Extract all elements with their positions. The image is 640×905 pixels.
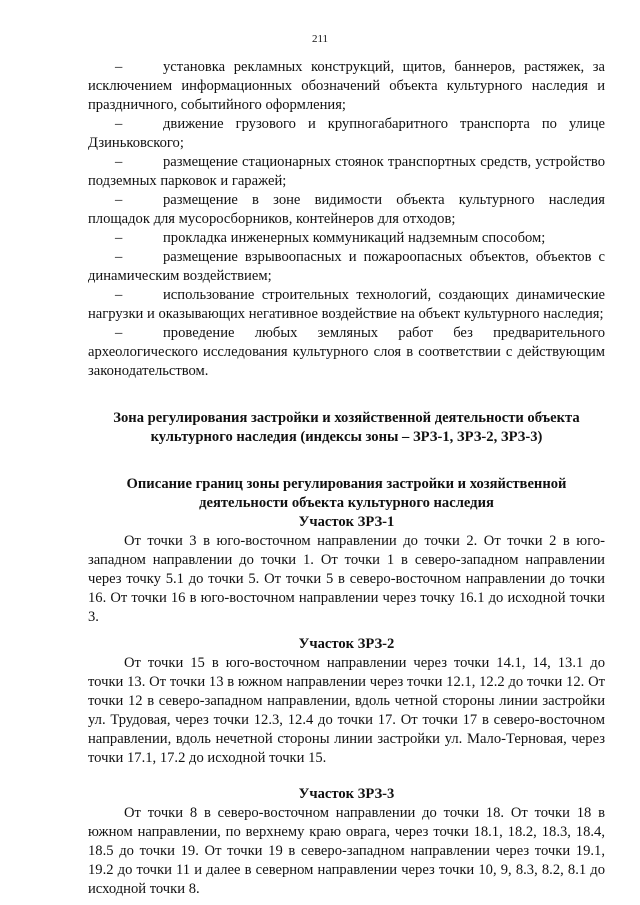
list-item-text: размещение в зоне видимости объекта культурного наследия площадок для мусоросборников, контейнеров для отходов; (88, 192, 605, 227)
description-heading: Описание границ зоны регулирования застройки и хозяйственной деятельности объекта культурного наследия (126, 476, 567, 511)
list-dash: – (115, 325, 123, 341)
list-item (88, 58, 605, 115)
list-dash: – (115, 59, 123, 75)
list-item (88, 248, 605, 286)
list-dash: – (115, 116, 123, 132)
prohibition-list (88, 58, 605, 381)
document-body (88, 58, 605, 899)
list-item (88, 153, 605, 191)
list-dash: – (115, 230, 123, 246)
list-item-text: установка рекламных конструкций, щитов, баннеров, растяжек, за исключением информационных обозначений объекта культурного наследия и праздничного, событийного оформления; (88, 59, 605, 113)
list-item-text: прокладка инженерных коммуникаций надземным способом; (163, 230, 546, 246)
list-item-text: использование строительных технологий, создающих динамические нагрузки и оказывающих негативное воздействие на объект культурного наследия; (88, 287, 605, 322)
page-number: 211 (311, 33, 329, 45)
section-title: Участок ЗРЗ-3 (298, 786, 395, 802)
section-title: Участок ЗРЗ-1 (298, 514, 395, 530)
list-item-text: размещение взрывоопасных и пожароопасных объектов, объектов с динамическим воздействием; (88, 249, 605, 284)
zone-heading: Зона регулирования застройки и хозяйственной деятельности объекта культурного наследия (индексы зоны – ЗРЗ-1, ЗРЗ-2, ЗРЗ-3) (113, 410, 580, 445)
section-text: От точки 15 в юго-восточном направлении через точки 14.1, 14, 13.1 до точки 13. От точки 13 в южном направлении через точки 12.1, 12.2 до точки 12. От точки 12 в северо-западном направлении, вдоль четной стороны линии застройки ул. Трудовая, через точки 12.3, 12.4 до точки 17. От точки 17 в северо-восточном направлении, вдоль нечетной стороны линии застройки ул. Мало-Терновая, через точки 17.1, 17.2 до исходной точки 15. (88, 655, 605, 766)
section-text: От точки 3 в юго-восточном направлении до точки 2. От точки 2 в юго-западном направлении до точки 1. От точки 1 в северо-западном направлении через точку 5.1 до точки 5. От точки 5 в северо-восточном направлении до точки 16. От точки 16 в юго-восточном направлении через точку 16.1 до исходной точки 3. (88, 533, 605, 625)
list-item (88, 229, 605, 248)
list-dash: – (115, 154, 123, 170)
list-dash: – (115, 287, 123, 303)
list-item (88, 191, 605, 229)
section-text: От точки 8 в северо-восточном направлении до точки 18. От точки 18 в южном направлении, по верхнему краю оврага, через точки 18.1, 18.2, 18.3, 18.4, 18.5 до точки 19. От точки 19 в северо-западном направлении через точки 19.1, 19.2 до точки 11 и далее в северном направлении через точки 10, 9, 8.3, 8.2, 8.1 до исходной точки 8. (88, 805, 605, 897)
section-title: Участок ЗРЗ-2 (298, 636, 395, 652)
list-dash: – (115, 249, 123, 265)
list-item-text: размещение стационарных стоянок транспортных средств, устройство подземных парковок и гаражей; (88, 154, 605, 189)
list-item-text: движение грузового и крупногабаритного транспорта по улице Дзиньковского; (88, 116, 605, 151)
list-dash: – (115, 192, 123, 208)
list-item (88, 286, 605, 324)
list-item-text: проведение любых земляных работ без предварительного археологического исследования культурного слоя в соответствии с действующим законодательством. (88, 325, 605, 379)
list-item (88, 115, 605, 153)
list-item (88, 324, 605, 381)
